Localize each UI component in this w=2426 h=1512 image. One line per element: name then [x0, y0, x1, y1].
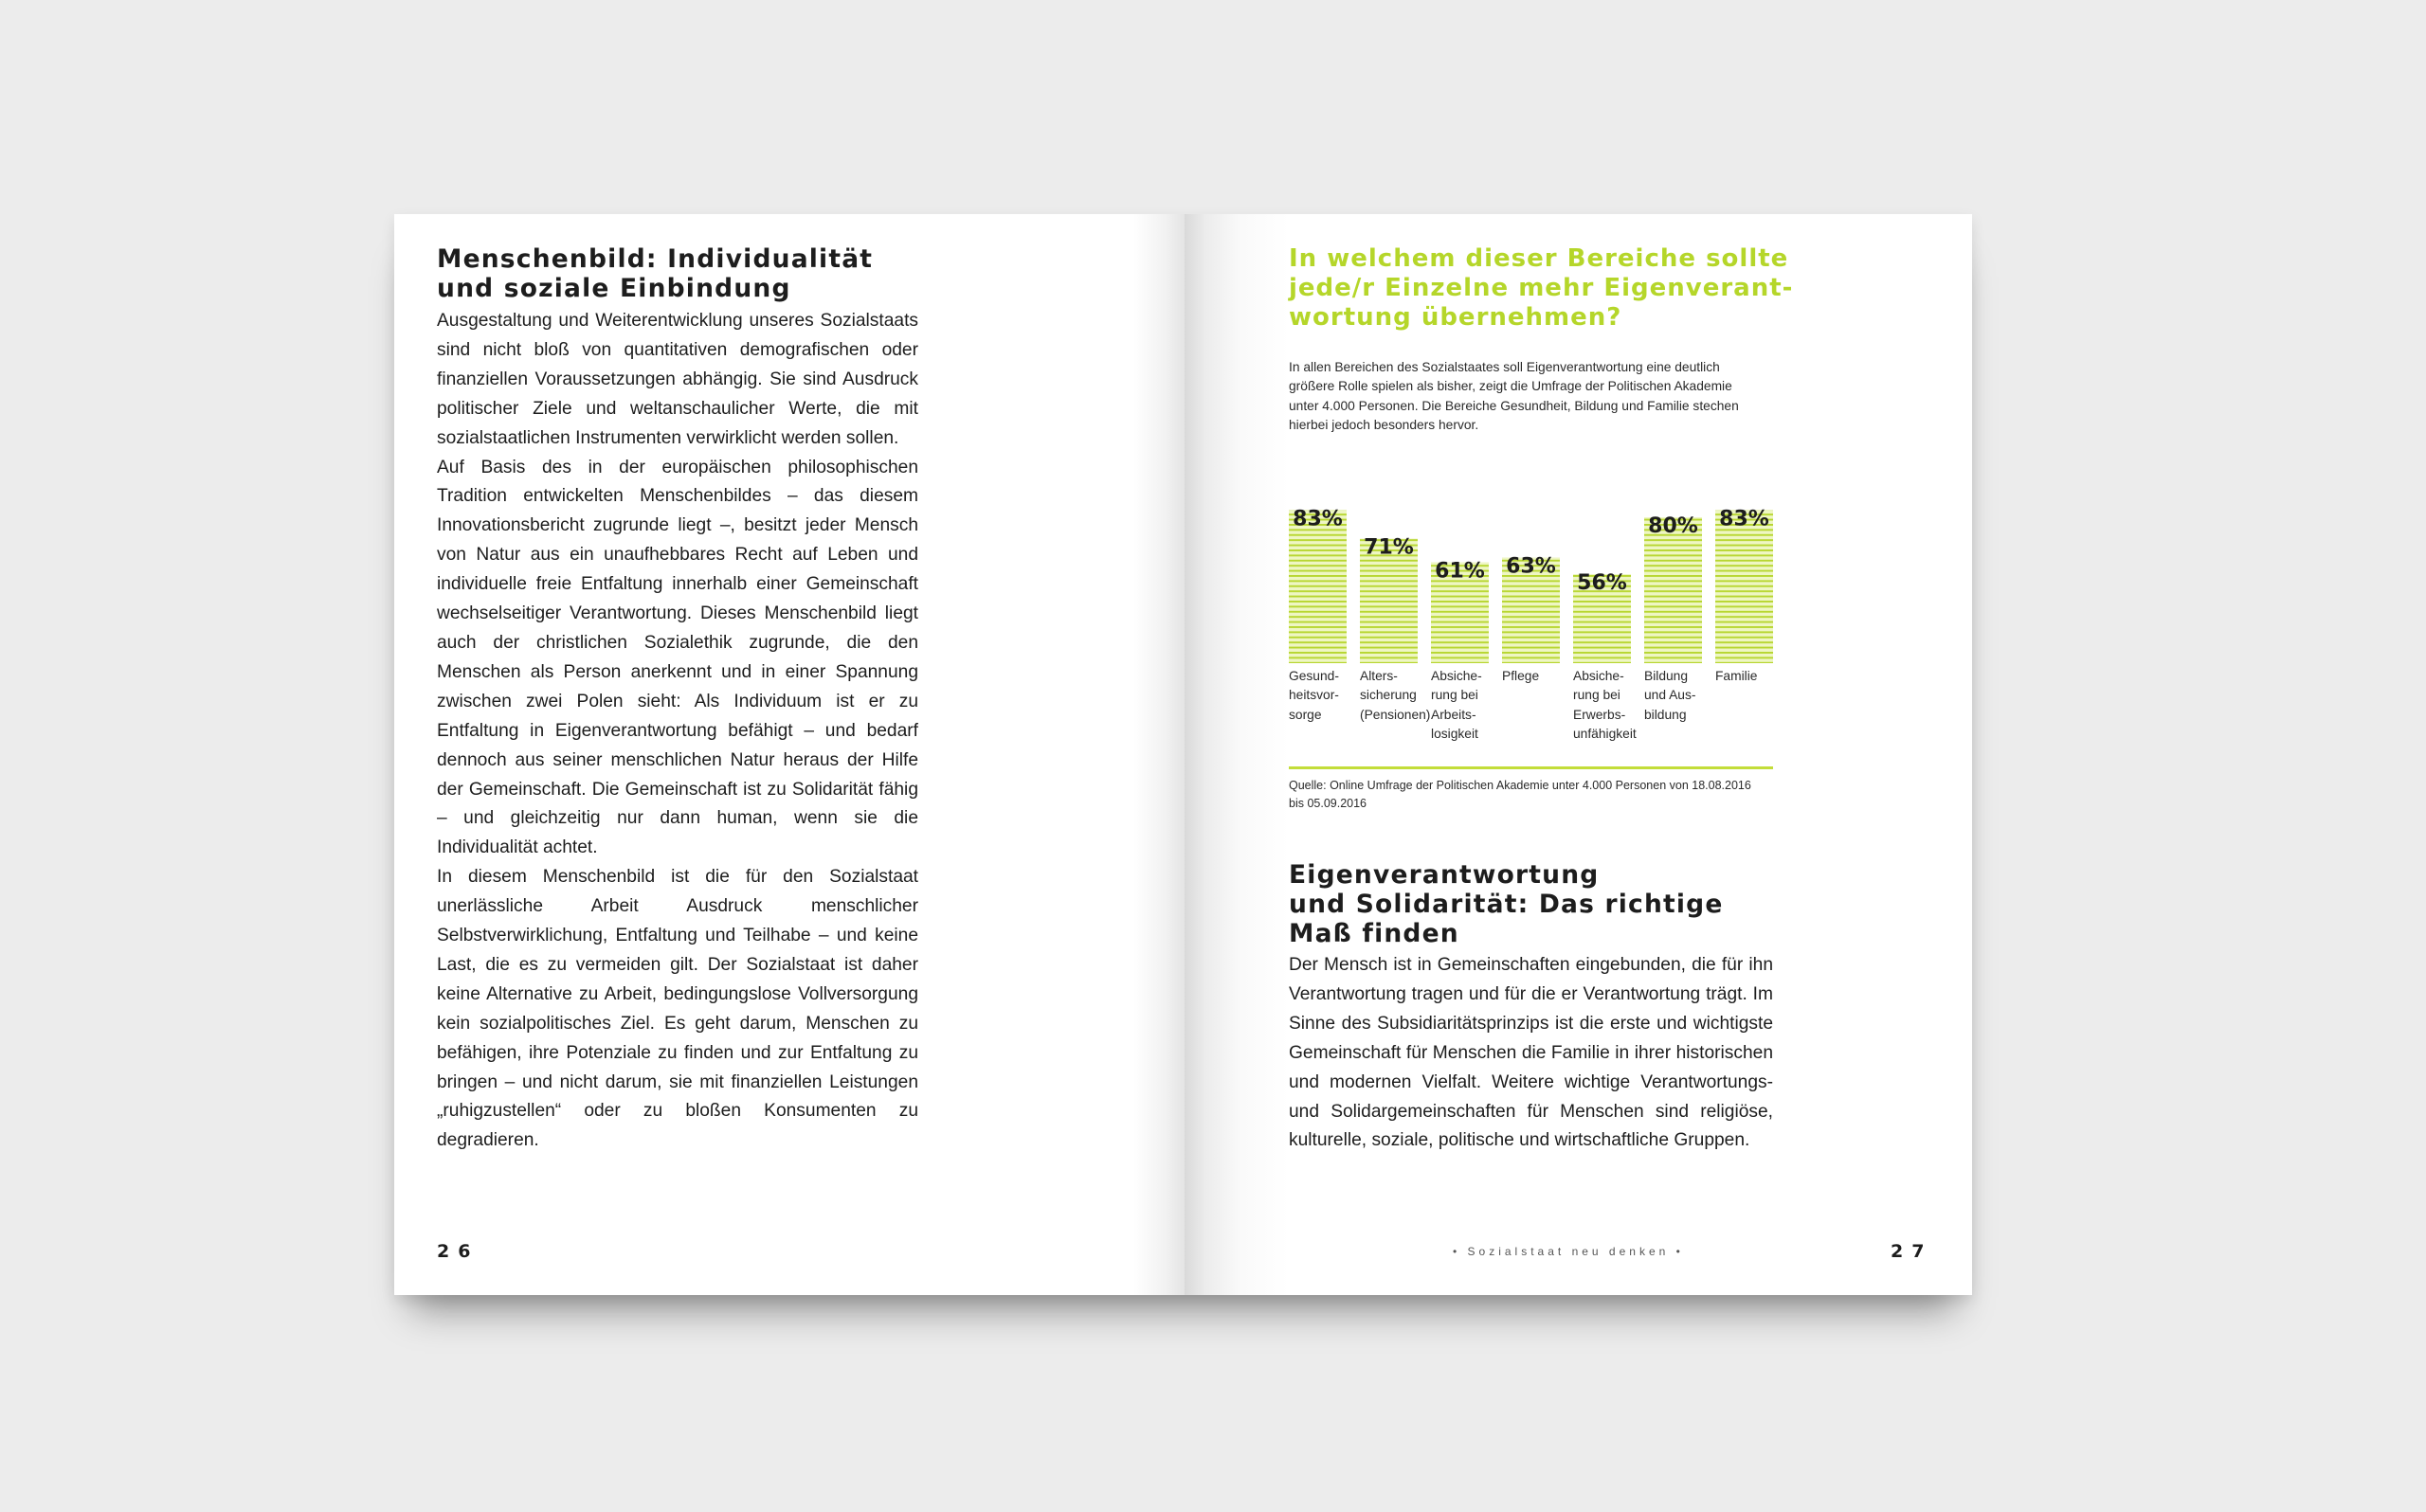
- page-number: 27: [1891, 1241, 1933, 1262]
- section-heading: Eigenverantwortung und Solidarität: Das richtige Maß finden: [1289, 860, 1724, 948]
- bar-value-label: 61%: [1435, 559, 1485, 584]
- section-heading: Menschenbild: Individualität und soziale Einbindung: [437, 244, 874, 303]
- source-divider: [1289, 766, 1773, 769]
- category-label: Absiche- rung bei Arbeits- losigkeit: [1431, 669, 1482, 742]
- running-title: • Sozialstaat neu denken •: [1453, 1245, 1684, 1258]
- category-label: Bildung und Aus- bildung: [1644, 669, 1696, 722]
- body-text: [437, 307, 918, 1156]
- paragraph: Der Mensch ist in Gemeinschaften eingebunden, die für ihn Verantwortung tragen und für die er Verantwortung trägt. Im Sinne des Subsidiaritätsprinzips ist die erste und wichtigste Gemeinschaft für Menschen die Familie in ihrer historischen und modernen Vielfalt. Weitere wichtige Verantwortungs- und Solidargemeinschaften für Menschen sind religiöse, kulturelle, soziale, politische und wirtschaftliche Gruppen.: [1289, 955, 1773, 1151]
- bar-value-label: 83%: [1719, 507, 1769, 531]
- category-label: Absiche- rung bei Erwerbs- unfähigkeit: [1573, 669, 1637, 742]
- bar-value-label: 80%: [1648, 514, 1698, 538]
- paragraph: Auf Basis des in der europäischen philosophischen Tradition entwickelten Menschenbildes – das diesem Innovationsbericht zugrunde liegt –, besitzt jeder Mensch von Natur aus ein unaufhebbares Recht auf Leben und individuelle freie Entfaltung innerhalb einer Gemeinschaft wechselseitiger Verantwortung. Dieses Menschenbild liegt auch der christlichen Sozialethik zugrunde, die den Menschen als Person anerkennt und in einer Spannung zwischen zwei Polen sieht: Als Individuum ist er zu Entfaltung in Eigenverantwortung befähigt – und bedarf dennoch aus seiner menschlichen Natur heraus der Hilfe der Gemeinschaft. Die Gemeinschaft ist zu Solidarität fähig – und gleichzeitig nur dann human, wenn sie die Individualität achtet.: [437, 457, 918, 858]
- bar-value-label: 71%: [1364, 535, 1414, 560]
- chart-bar: [1644, 517, 1702, 663]
- right-page: [1185, 214, 1972, 1295]
- page-number: 26: [437, 1241, 480, 1262]
- paragraph: In diesem Menschenbild ist die für den Sozialstaat unerlässliche Arbeit Ausdruck menschlicher Selbstverwirklichung, Entfaltung und Teilhabe – und keine Last, die es zu vermeiden gilt. Der Sozialstaat ist daher keine Alternative zu Arbeit, bedingungslose Vollversorgung kein sozialpolitisches Ziel. Es geht darum, Menschen zu befähigen, ihre Potenziale zu finden und zur Entfaltung zu bringen – und nicht darum, sie mit finanziellen Leistungen „ruhigzustellen“ oder zu bloßen Konsumenten zu degradieren.: [437, 867, 918, 1151]
- bar-value-label: 56%: [1577, 571, 1627, 595]
- chart-source: Quelle: Online Umfrage der Politischen Akademie unter 4.000 Personen von 18.08.2016 bis 05.09.2016: [1289, 779, 1751, 810]
- left-page: [394, 214, 1185, 1295]
- chart-intro: In allen Bereichen des Sozialstaates soll Eigenverantwortung eine deutlich größere Rolle spielen als bisher, zeigt die Umfrage der Politischen Akademie unter 4.000 Personen. Die Bereiche Gesundheit, Bildung und Familie stechen hierbei jedoch besonders hervor.: [1289, 360, 1739, 433]
- category-label: Gesund- heitsvor- sorge: [1289, 669, 1339, 722]
- book-spread: [394, 214, 1972, 1295]
- body-text: [1289, 951, 1773, 1156]
- chart-bar: [1715, 511, 1773, 664]
- category-label: Familie: [1715, 669, 1758, 683]
- chart-bar: [1289, 511, 1347, 664]
- bar-value-label: 63%: [1506, 554, 1556, 579]
- paragraph: Ausgestaltung und Weiterentwicklung unseres Sozialstaats sind nicht bloß von quantitativen demografischen oder finanziellen Voraussetzungen abhängig. Sie sind Ausdruck politischer Ziele und weltanschaulicher Werte, die mit sozialstaatlichen Instrumenten verwirklicht werden sollen.: [437, 311, 918, 448]
- bar-chart: [1289, 498, 1777, 688]
- bar-value-label: 83%: [1293, 507, 1343, 531]
- chart-title: In welchem dieser Bereiche sollte jede/r Einzelne mehr Eigenverant- wortung übernehmen?: [1289, 244, 1794, 332]
- category-label: Alters- sicherung (Pensionen): [1360, 669, 1431, 722]
- category-label: Pflege: [1502, 669, 1540, 683]
